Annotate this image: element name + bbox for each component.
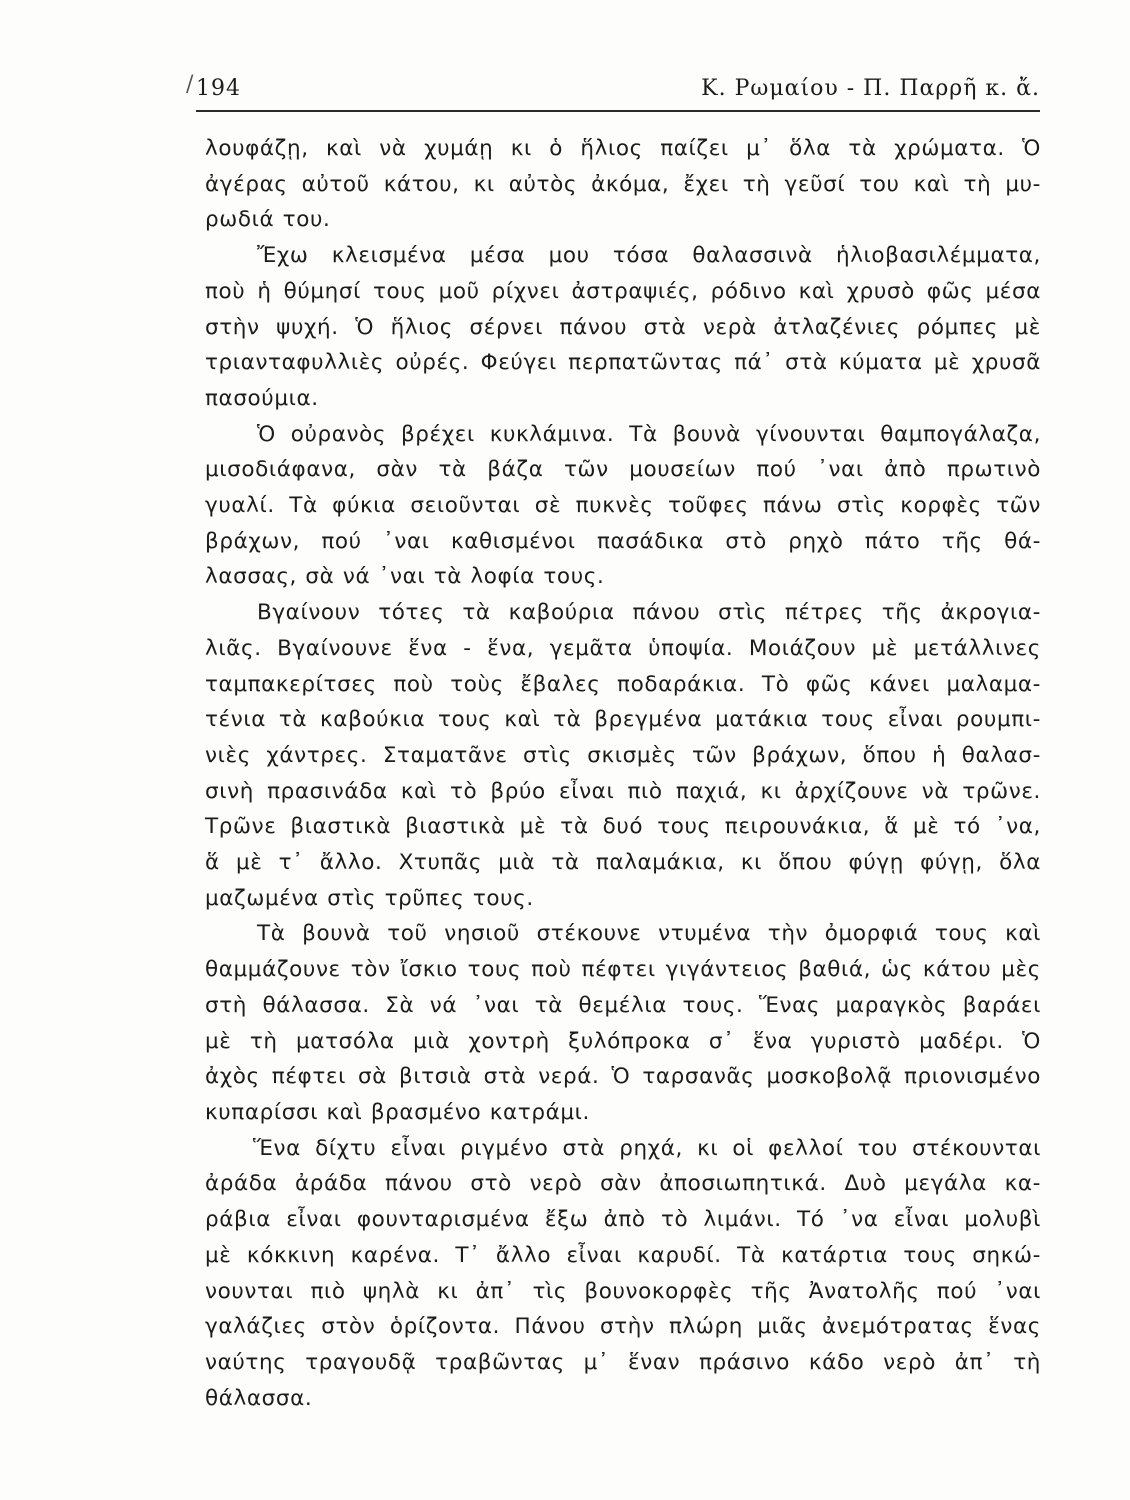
text-line: ἀγέρας αὐτοῦ κάτου, κι αὐτὸς ἀκόμα, ἔχει τὴ γεῦσί του καὶ τὴ μυ- [205, 171, 1041, 197]
body-text [205, 131, 1041, 1416]
paragraph-3 [205, 417, 1041, 596]
margin-mark: / [186, 72, 194, 97]
text-line: λασσας, σὰ νά ᾽ναι τὰ λοφία τους. [205, 564, 605, 590]
text-line: Βγαίνουν τότες τὰ καβούρια πάνου στὶς πέτρες τῆς ἀκρογια- [257, 600, 1041, 626]
text-line: σινὴ πρασινάδα καὶ τὸ βρύο εἶναι πιὸ παχιά, κι ἀρχίζουνε νὰ τρῶνε. [205, 778, 1041, 804]
text-line: νιὲς χάντρες. Σταματᾶνε στὶς σκισμὲς τῶν βράχων, ὅπου ἡ θαλασ- [205, 742, 1041, 768]
text-line: κυπαρίσσι καὶ βρασμένο κατράμι. [205, 1099, 590, 1125]
text-line: Ἕνα δίχτυ εἶναι ριγμένο στὰ ρηχά, κι οἱ φελλοί του στέκουνται [253, 1135, 1041, 1161]
paragraph-6 [205, 1131, 1041, 1417]
text-line: ρωδιά του. [205, 207, 331, 233]
text-line: μὲ τὴ ματσόλα μιὰ χοντρὴ ξυλόπροκα σ᾽ ἕνα γυριστὸ μαδέρι. Ὁ [205, 1028, 1041, 1054]
text-line: μαζωμένα στὶς τρῦπες τους. [205, 885, 534, 911]
text-line: μισοδιάφανα, σὰν τὰ βάζα τῶν μουσείων πού ᾽ναι ἀπὸ πρωτινὸ [205, 457, 1041, 483]
text-line: γυαλί. Τὰ φύκια σειοῦνται σὲ πυκνὲς τοῦφες πάνω στὶς κορφὲς τῶν [205, 493, 1041, 519]
paragraph-2 [205, 238, 1041, 417]
header-rule [196, 110, 1040, 112]
text-line: Ὁ οὐρανὸς βρέχει κυκλάμινα. Τὰ βουνὰ γίνουνται θαμπογάλαζα, [257, 421, 1041, 447]
text-line: τένια τὰ καβούκια τους καὶ τὰ βρεγμένα ματάκια τους εἶναι ρουμπι- [205, 707, 1041, 733]
text-line: ναύτης τραγουδᾷ τραβῶντας μ᾽ ἕναν πράσινο κάδο νερὸ ἀπ᾽ τὴ [205, 1349, 1041, 1375]
text-line: θάλασσα. [205, 1385, 313, 1411]
text-line: ταμπακερίτσες ποὺ τοὺς ἔβαλες ποδαράκια. Τὸ φῶς κάνει μαλαμα- [205, 671, 1041, 697]
text-line: λιᾶς. Βγαίνουνε ἕνα - ἕνα, γεμᾶτα ὑποψία. Μοιάζουν μὲ μετάλλινες [205, 635, 1041, 661]
text-line: Τρῶνε βιαστικὰ βιαστικὰ μὲ τὰ δυό τους πειρουνάκια, ἅ μὲ τό ᾽να, [205, 814, 1041, 840]
text-line: πασούμια. [205, 385, 319, 411]
text-line: Τὰ βουνὰ τοῦ νησιοῦ στέκουνε ντυμένα τὴν ὀμορφιά τους καὶ [257, 921, 1041, 947]
page-number: 194 [196, 76, 241, 101]
text-line: ἀράδα ἀράδα πάνου στὸ νερὸ σὰν ἀποσιωπητικά. Δυὸ μεγάλα κα- [205, 1171, 1041, 1197]
text-line: θαμμάζουνε τὸν ἴσκιο τους ποὺ πέφτει γιγάντειος βαθιά, ὡς κάτου μὲς [205, 957, 1041, 983]
paragraph-4 [205, 595, 1041, 916]
text-line: ράβια εἶναι φουνταρισμένα ἔξω ἀπὸ τὸ λιμάνι. Τό ᾽να εἶναι μολυβὶ [205, 1207, 1041, 1233]
text-line: ἅ μὲ τ᾽ ἄλλο. Χτυπᾶς μιὰ τὰ παλαμάκια, κι ὅπου φύγῃ φύγῃ, ὅλα [205, 850, 1041, 876]
text-line: μὲ κόκκινη καρένα. Τ᾽ ἄλλο εἶναι καρυδί. Τὰ κατάρτια τους σηκώ- [205, 1242, 1041, 1268]
page-header [186, 70, 1040, 106]
text-line: γαλάζιες στὸν ὁρίζοντα. Πάνου στὴν πλώρη μιᾶς ἀνεμότρατας ἕνας [205, 1314, 1041, 1340]
text-line: λουφάζῃ, καὶ νὰ χυμάῃ κι ὁ ἥλιος παίζει μ᾽ ὅλα τὰ χρώματα. Ὁ [205, 136, 1041, 161]
text-line: ἀχὸς πέφτει σὰ βιτσιὰ στὰ νερά. Ὁ ταρσανᾶς μοσκοβολᾷ πριονισμένο [205, 1064, 1041, 1090]
text-line: στὴν ψυχή. Ὁ ἥλιος σέρνει πάνου στὰ νερὰ ἀτλαζένιες ρόμπες μὲ [205, 314, 1041, 340]
text-line: στὴ θάλασσα. Σὰ νά ᾽ναι τὰ θεμέλια τους. Ἕνας μαραγκὸς βαράει [205, 992, 1041, 1018]
text-line: τριανταφυλλιὲς οὐρές. Φεύγει περπατῶντας πά᾽ στὰ κύματα μὲ χρυσᾶ [205, 350, 1041, 376]
paragraph-1 [205, 131, 1041, 238]
running-head: Κ. Ρωμαίου - Π. Παρρῆ κ. ἄ. [701, 76, 1040, 101]
text-line: νουνται πιὸ ψηλὰ κι ἀπ᾽ τὶς βουνοκορφὲς τῆς Ἀνατολῆς πού ᾽ναι [205, 1278, 1041, 1304]
text-line: βράχων, πού ᾽ναι καθισμένοι πασάδικα στὸ ρηχὸ πάτο τῆς θά- [205, 528, 1041, 554]
paragraph-5 [205, 916, 1041, 1130]
text-line: ποὺ ἡ θύμησί τους μοῦ ρίχνει ἀστραψιές, ρόδινο καὶ χρυσὸ φῶς μέσα [205, 278, 1041, 304]
text-line: Ἔχω κλεισμένα μέσα μου τόσα θαλασσινὰ ἡλιοβασιλέμματα, [257, 243, 1041, 269]
